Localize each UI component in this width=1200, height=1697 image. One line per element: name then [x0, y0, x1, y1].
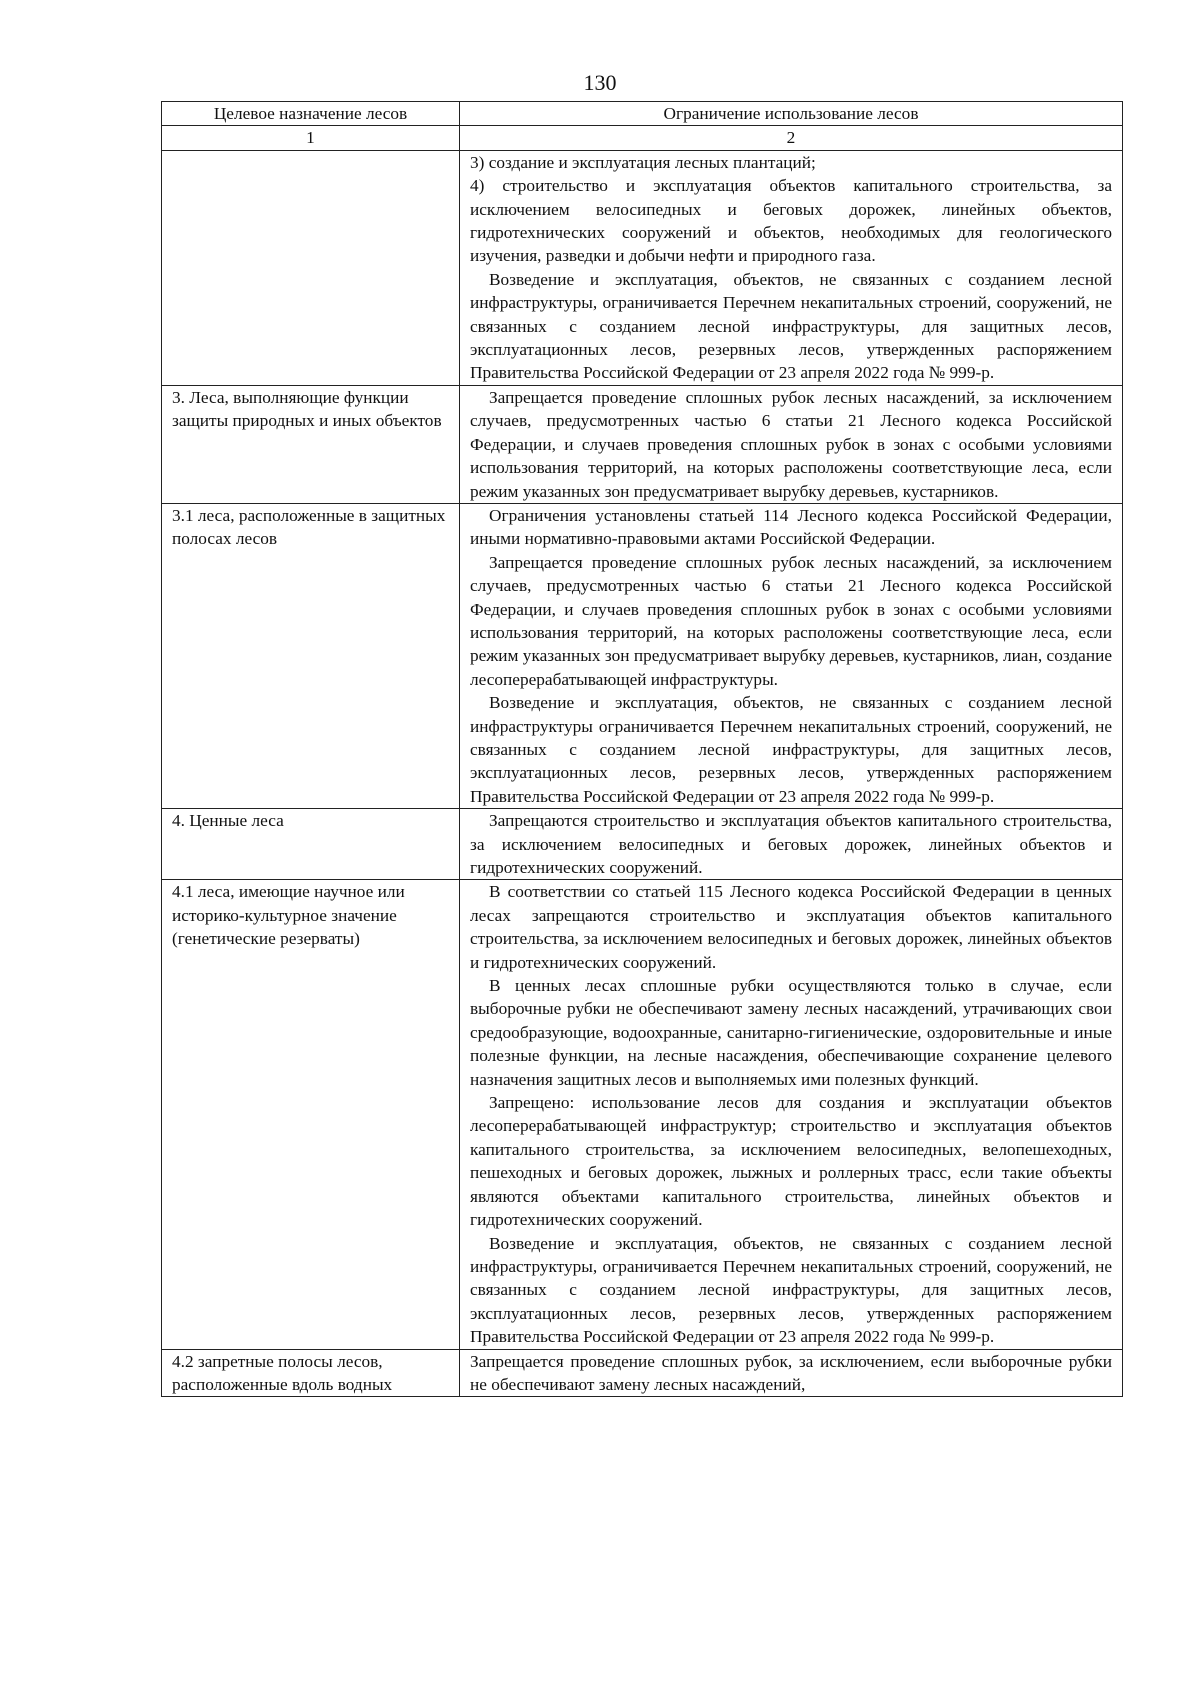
table-row: [162, 880, 1123, 1349]
restriction-paragraph: 4) строительство и эксплуатация объектов капитального строительства, за исключением велосипедных и беговых дорожек, линейных объектов, гидротехнических сооружений и объектов, необходимых для геологического изучения, разведки и добычи нефти и природного газа.: [470, 176, 1112, 266]
restriction-cell: [460, 503, 1123, 808]
restriction-paragraph: Возведение и эксплуатация, объектов, не связанных с созданием лесной инфраструктуры ограничивается Перечнем некапитальных строений, сооружений, не связанных с созданием лесной инфраструктуры, для защитных лесов, эксплуатационных лесов, резервных лесов, утвержденных распоряжением Правительства Российской Федерации от 23 апреля 2022 года № 999-р.: [470, 693, 1112, 806]
table-row: [162, 150, 1123, 385]
restriction-paragraph: Запрещаются строительство и эксплуатация объектов капитального строительства, за исключением велосипедных и беговых дорожек, линейных объектов и гидротехнических сооружений.: [470, 811, 1112, 877]
table-header: [162, 102, 1123, 151]
restriction-cell: [460, 150, 1123, 385]
column-number-row: [162, 126, 1123, 150]
restriction-paragraph: Ограничения установлены статьей 114 Лесного кодекса Российской Федерации, иными нормативно-правовыми актами Российской Федерации.: [470, 505, 1112, 549]
purpose-cell: [162, 150, 460, 385]
restriction-cell: [460, 809, 1123, 880]
table-row: [162, 385, 1123, 503]
header-restriction: Ограничение использование лесов: [460, 102, 1123, 126]
table-row: [162, 503, 1123, 808]
restriction-paragraph: В ценных лесах сплошные рубки осуществляются только в случае, если выборочные рубки не обеспечивают замену лесных насаждений, утрачивающих свои средообразующие, водоохранные, санитарно-гигиенические, оздоровительные и иные полезные функции, на лесные насаждения, обеспечивающие сохранение целевого назначения защитных лесов и выполняемых ими полезных функций.: [470, 976, 1112, 1089]
restriction-paragraph: Возведение и эксплуатация, объектов, не связанных с созданием лесной инфраструктуры, ограничивается Перечнем некапитальных строений, сооружений, не связанных с созданием лесной инфраструктуры, для защитных лесов, эксплуатационных лесов, резервных лесов, утвержденных распоряжением Правительства Российской Федерации от 23 апреля 2022 года № 999-р.: [470, 269, 1112, 383]
forest-restrictions-table: [161, 101, 1123, 1397]
purpose-cell: 4.1 леса, имеющие научное или историко-культурное значение (генетические резерваты): [162, 880, 460, 1349]
restriction-paragraph: Запрещается проведение сплошных рубок лесных насаждений, за исключением случаев, предусмотренных частью 6 статьи 21 Лесного кодекса Российской Федерации, и случаев проведения сплошных рубок в зонах с особыми условиями использования территорий, на которых расположены соответствующие леса, если режим указанных зон предусматривает вырубку деревьев, кустарников.: [470, 387, 1112, 501]
restriction-cell: [460, 880, 1123, 1349]
restriction-paragraph: Возведение и эксплуатация, объектов, не связанных с созданием лесной инфраструктуры, ограничивается Перечнем некапитальных строений, сооружений, не связанных с созданием лесной инфраструктуры, для защитных лесов, эксплуатационных лесов, резервных лесов, утвержденных распоряжением Правительства Российской Федерации от 23 апреля 2022 года № 999-р.: [470, 1233, 1112, 1347]
column-number-1: 1: [162, 126, 460, 150]
table-row: [162, 1349, 1123, 1397]
restriction-paragraph: В соответствии со статьей 115 Лесного кодекса Российской Федерации в ценных лесах запрещаются строительство и эксплуатация объектов капитального строительства, за исключением велосипедных и беговых дорожек, линейных объектов и гидротехнических сооружений.: [470, 882, 1112, 972]
purpose-cell: 3. Леса, выполняющие функции защиты природных и иных объектов: [162, 385, 460, 503]
page-number: 130: [583, 70, 617, 95]
table-row: [162, 809, 1123, 880]
table-body: [162, 150, 1123, 1397]
restriction-cell: [460, 1349, 1123, 1397]
restriction-paragraph: Запрещается проведение сплошных рубок, за исключением, если выборочные рубки не обеспечивают замену лесных насаждений,: [470, 1351, 1112, 1394]
purpose-cell: 4. Ценные леса: [162, 809, 460, 880]
purpose-cell: 3.1 леса, расположенные в защитных полосах лесов: [162, 503, 460, 808]
restriction-paragraph: 3) создание и эксплуатация лесных плантаций;: [470, 152, 816, 172]
header-purpose: Целевое назначение лесов: [162, 102, 460, 126]
header-row: [162, 102, 1123, 126]
restriction-paragraph: Запрещается проведение сплошных рубок лесных насаждений, за исключением случаев, предусмотренных частью 6 статьи 21 Лесного кодекса Российской Федерации, и случаев проведения сплошных рубок в зонах с особыми условиями использования территорий, на которых расположены соответствующие леса, если режим указанных зон предусматривает вырубку деревьев, кустарников, лиан, создание лесоперерабатывающей инфраструктуры.: [470, 552, 1112, 689]
restriction-cell: [460, 385, 1123, 503]
purpose-cell: 4.2 запретные полосы лесов, расположенные вдоль водных: [162, 1349, 460, 1397]
column-number-2: 2: [460, 126, 1123, 150]
restriction-paragraph: Запрещено: использование лесов для создания и эксплуатации объектов лесоперерабатывающей инфраструктур; строительство и эксплуатация объектов капитального строительства, за исключением велосипедных, велопешеходных, пешеходных и беговых дорожек, лыжных и роллерных трасс, если такие объекты являются объектами капитального строительства, линейных объектов и гидротехнических сооружений.: [470, 1093, 1112, 1230]
